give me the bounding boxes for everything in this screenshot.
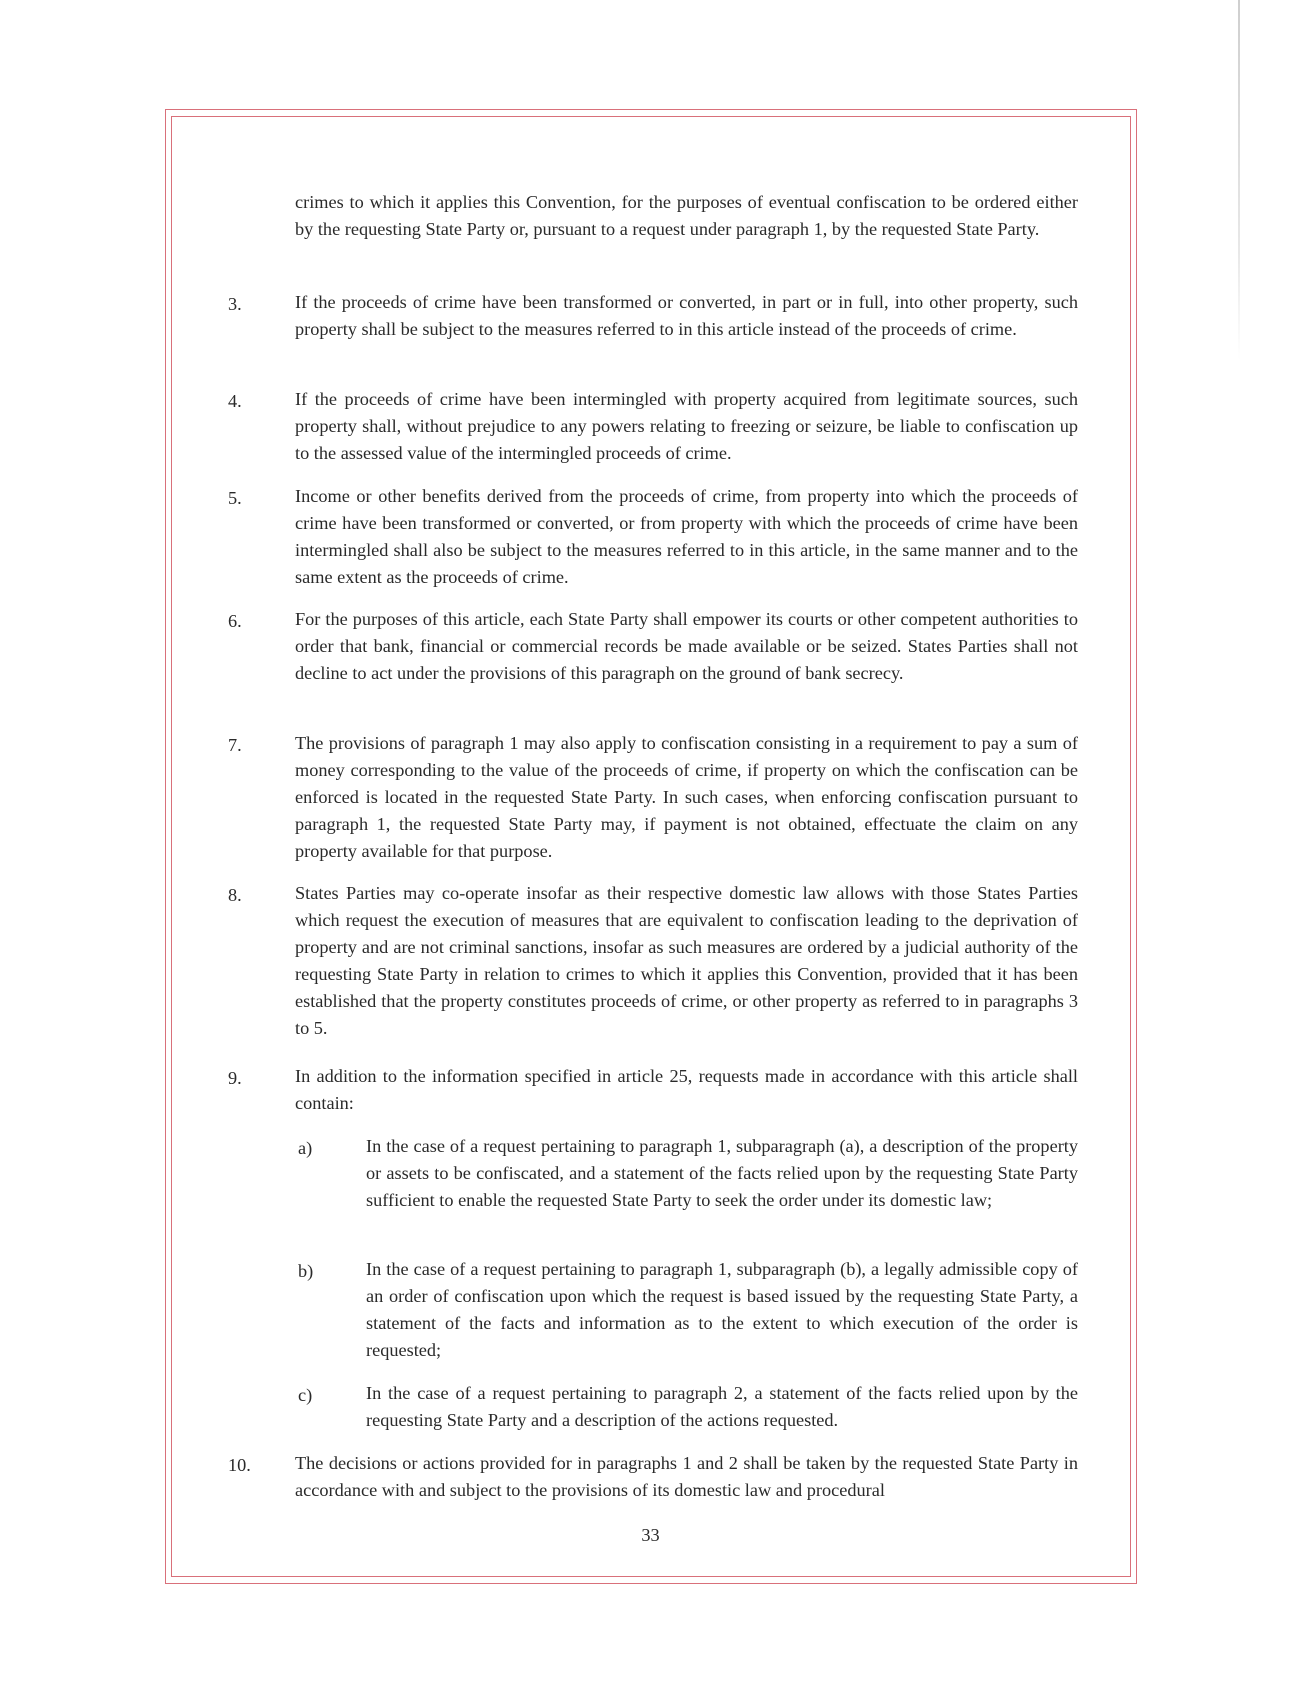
- paragraph-text: Income or other benefits derived from the proceeds of crime, from property into which the proceeds of crime have been transformed or converted, or from property with which the proceeds of crime have been intermingled shall also be subject to the measures referred to in this article, in the same manner and to the same extent as the proceeds of crime.: [295, 486, 1078, 587]
- continuation-text: crimes to which it applies this Convention, for the purposes of eventual confiscation to be ordered either by the requesting State Party or, pursuant to a request under paragraph 1, by the requested State Party.: [295, 192, 1078, 239]
- paragraph-text: The provisions of paragraph 1 may also apply to confiscation consisting in a requirement to pay a sum of money corresponding to the value of the proceeds of crime, if property on which the confiscation can be enforced is located in the requested State Party. In such cases, when enforcing confiscation pursuant to paragraph 1, the requested State Party may, if payment is not obtained, effectuate the claim on any property available for that purpose.: [295, 733, 1078, 861]
- subparagraph-label: c): [298, 1385, 313, 1405]
- continuation-paragraph: [228, 189, 1078, 243]
- paragraph-number: 9.: [228, 1068, 242, 1088]
- paragraph-number: 3.: [228, 294, 242, 314]
- paragraph-7: [228, 730, 1078, 865]
- paragraph-text: If the proceeds of crime have been intermingled with property acquired from legitimate sources, such property shall, without prejudice to any powers relating to freezing or seizure, be liable to confiscation up to the assessed value of the intermingled proceeds of crime.: [295, 389, 1078, 463]
- paragraph-text: For the purposes of this article, each State Party shall empower its courts or other competent authorities to order that bank, financial or commercial records be made available or be seized. States Parties shall not decline to act under the provisions of this paragraph on the ground of bank secrecy.: [295, 609, 1078, 683]
- scan-edge-shadow: [1238, 0, 1240, 360]
- subparagraph-text: In the case of a request pertaining to paragraph 2, a statement of the facts relied upon by the requesting State Party and a description of the actions requested.: [366, 1383, 1078, 1430]
- subparagraph-label: b): [298, 1261, 314, 1281]
- page-number: 33: [641, 1525, 660, 1545]
- paragraph-4: [228, 386, 1078, 467]
- subparagraph-c: [298, 1380, 1078, 1434]
- subparagraph-text: In the case of a request pertaining to paragraph 1, subparagraph (b), a legally admissible copy of an order of confiscation upon which the request is based issued by the requesting State Party, a statement of the facts and information as to the extent to which execution of the order is requested;: [366, 1259, 1078, 1360]
- paragraph-text: The decisions or actions provided for in paragraphs 1 and 2 shall be taken by the requested State Party in accordance with and subject to the provisions of its domestic law and procedural: [295, 1453, 1078, 1500]
- paragraph-text: States Parties may co-operate insofar as their respective domestic law allows with those States Parties which request the execution of measures that are equivalent to confiscation leading to the deprivation of property and are not criminal sanctions, insofar as such measures are ordered by a judicial authority of the requesting State Party in relation to crimes to which it applies this Convention, provided that it has been established that the property constitutes proceeds of crime, or other property as referred to in paragraphs 3 to 5.: [295, 883, 1078, 1038]
- subparagraph-text: In the case of a request pertaining to paragraph 1, subparagraph (a), a description of the property or assets to be confiscated, and a statement of the facts relied upon by the requesting State Party sufficient to enable the requested State Party to seek the order under its domestic law;: [366, 1136, 1078, 1210]
- paragraph-9: [228, 1063, 1078, 1117]
- paragraph-number: 6.: [228, 611, 242, 631]
- paragraph-number: 10.: [228, 1455, 251, 1475]
- paragraph-number: 5.: [228, 488, 242, 508]
- subparagraph-label: a): [298, 1138, 313, 1158]
- paragraph-text: In addition to the information specified in article 25, requests made in accordance with this article shall contain:: [295, 1066, 1078, 1113]
- subparagraph-a: [298, 1133, 1078, 1214]
- paragraph-number: 7.: [228, 735, 242, 755]
- subparagraph-b: [298, 1256, 1078, 1364]
- paragraph-3: [228, 289, 1078, 343]
- paragraph-8: [228, 880, 1078, 1042]
- paragraph-number: 8.: [228, 885, 242, 905]
- paragraph-6: [228, 606, 1078, 687]
- paragraph-10: [228, 1450, 1078, 1504]
- paragraph-5: [228, 483, 1078, 591]
- paragraph-number: 4.: [228, 391, 242, 411]
- paragraph-text: If the proceeds of crime have been transformed or converted, in part or in full, into other property, such property shall be subject to the measures referred to in this article instead of the proceeds of crime.: [295, 292, 1078, 339]
